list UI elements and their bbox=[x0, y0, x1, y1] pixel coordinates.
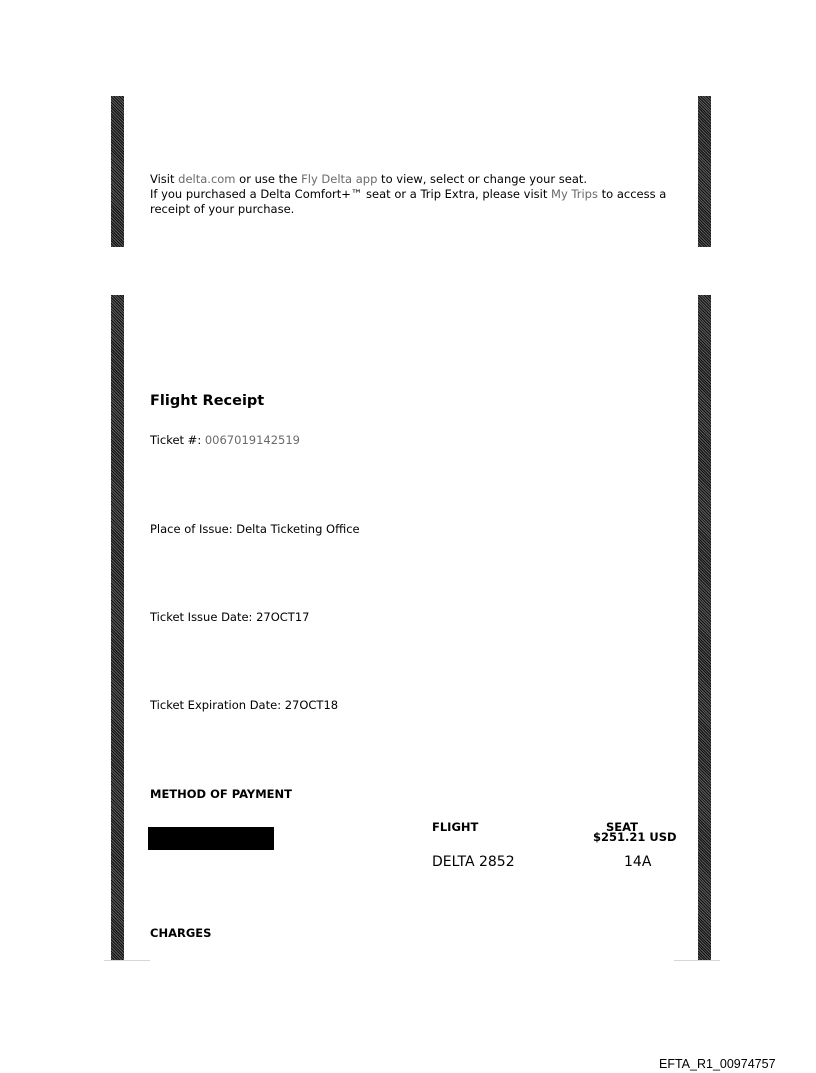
left-border-bar-bottom bbox=[111, 295, 124, 960]
flight-column-header: FLIGHT bbox=[432, 820, 479, 834]
fly-delta-app-link[interactable]: Fly Delta app bbox=[301, 172, 378, 186]
my-trips-link[interactable]: My Trips bbox=[551, 187, 598, 201]
bottom-right-rule bbox=[674, 960, 720, 961]
charges-heading: CHARGES bbox=[150, 926, 212, 940]
flight-number-value: DELTA 2852 bbox=[432, 854, 515, 870]
seat-notice-line-2: If you purchased a Delta Comfort+™ seat or a Trip Extra, please visit My Trips to access a bbox=[150, 187, 667, 201]
seat-notice-line-3: receipt of your purchase. bbox=[150, 202, 295, 216]
right-border-bar-top bbox=[698, 96, 711, 247]
bottom-left-rule bbox=[104, 960, 150, 961]
flight-receipt-title: Flight Receipt bbox=[150, 393, 265, 409]
place-of-issue: Place of Issue: Delta Ticketing Office bbox=[150, 522, 360, 536]
redacted-payment-info bbox=[148, 827, 274, 850]
ticket-number-label: Ticket #: bbox=[150, 433, 205, 447]
method-of-payment-heading: METHOD OF PAYMENT bbox=[150, 787, 292, 801]
document-id-footer: EFTA_R1_00974757 bbox=[659, 1057, 776, 1071]
seat-column-header: SEAT bbox=[606, 820, 638, 834]
ticket-number-row bbox=[150, 433, 300, 448]
ticket-number-value[interactable]: 0067019142519 bbox=[204, 433, 300, 447]
seat-notice-line-1: Visit delta.com or use the Fly Delta app to view, select or change your seat. bbox=[150, 172, 588, 186]
seat-number-value: 14A bbox=[624, 854, 652, 870]
ticket-issue-date: Ticket Issue Date: 27OCT17 bbox=[150, 610, 310, 624]
left-border-bar-top bbox=[111, 96, 124, 247]
delta-com-link[interactable]: delta.com bbox=[178, 172, 236, 186]
charge-amount: $251.21 USD bbox=[593, 830, 677, 844]
right-border-bar-bottom bbox=[698, 295, 711, 960]
ticket-expiration-date: Ticket Expiration Date: 27OCT18 bbox=[150, 698, 339, 712]
